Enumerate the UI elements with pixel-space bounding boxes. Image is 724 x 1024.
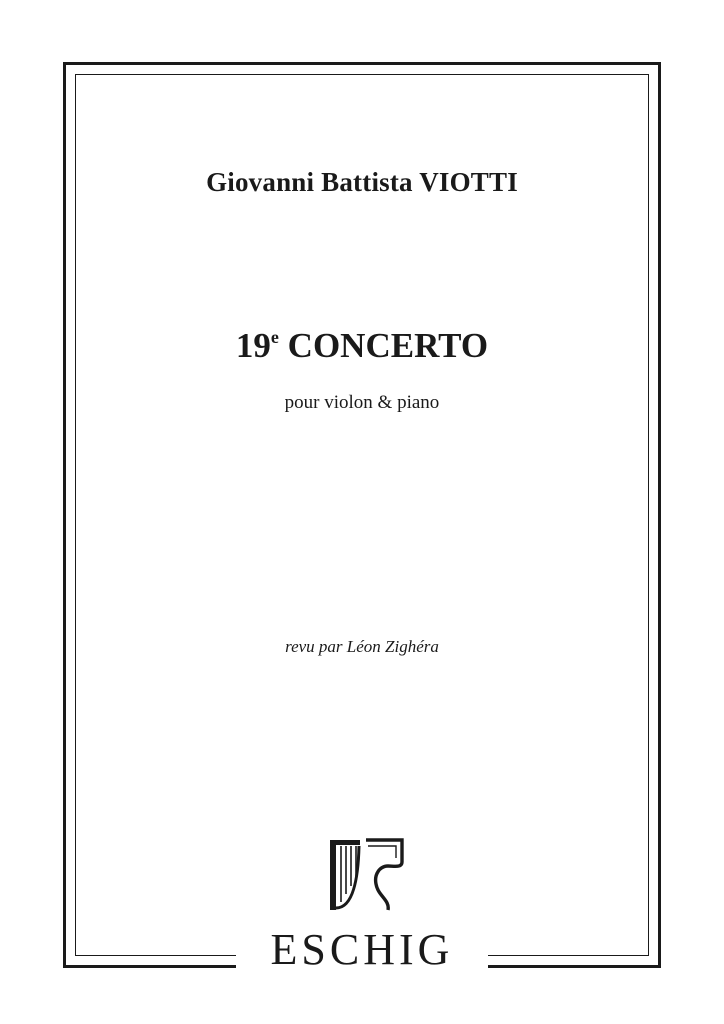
inner-border-frame: [75, 74, 649, 956]
eschig-harp-logo-icon: [328, 838, 404, 912]
instrumentation-subtitle: pour violon & piano: [284, 392, 440, 413]
work-title: [0, 326, 724, 366]
title-text: CONCERTO: [278, 326, 489, 365]
composer-name: Giovanni Battista VIOTTI: [206, 167, 518, 197]
editor-credit: revu par Léon Zighéra: [285, 637, 439, 656]
publisher-name: ESCHIG: [270, 925, 454, 974]
title-number: 19: [235, 326, 271, 365]
title-superscript: e: [270, 327, 279, 347]
